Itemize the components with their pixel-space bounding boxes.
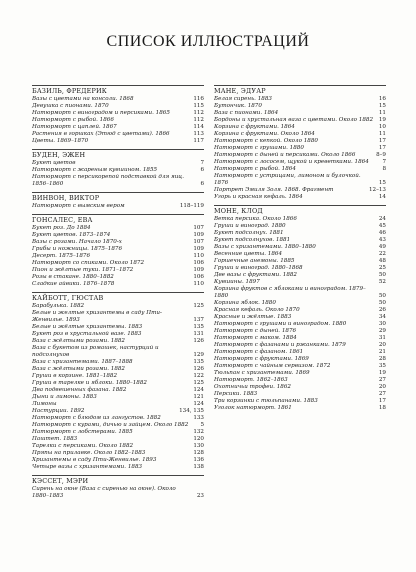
page-number: 6: [200, 181, 204, 187]
illustration-entry: [214, 223, 386, 230]
illustration-title: Натюрморт с маком. 1884: [214, 335, 297, 341]
page-number: 10: [378, 124, 386, 130]
page-number: 27: [378, 391, 386, 397]
page-number: 46: [378, 230, 386, 236]
illustration-entry: [214, 356, 386, 363]
illustration-title: Бордоны и хрустальная ваза с цветами. Около 1882: [214, 117, 374, 123]
illustration-title: Охотничьи трофеи. 1862: [214, 384, 291, 390]
page-number: 118–119: [179, 203, 204, 209]
illustration-entry: [214, 314, 386, 321]
illustration-title: Белая сирень. 1883: [214, 96, 272, 102]
page-number: 132: [193, 429, 204, 435]
illustration-title: Горшечные анемоны. 1885: [214, 258, 295, 264]
illustration-entry: [214, 124, 386, 131]
illustration-title: Корзина с фруктами. 1864: [214, 124, 295, 130]
illustration-entry: [214, 300, 386, 307]
illustration-entry: [32, 422, 204, 429]
illustration-title: Тюльпан с хризантемами. 1869: [214, 370, 310, 376]
artist-section: [32, 149, 204, 192]
illustration-entry: [214, 244, 386, 251]
page-number: 17: [378, 145, 386, 151]
illustration-title: Натюрморт со спиками. Около 1872: [32, 260, 145, 266]
page-number: 30: [378, 321, 386, 327]
illustration-title: Ваза с жёлтыми розами. 1882: [32, 338, 125, 344]
illustration-title: Тарелки с персиками. Около 1882: [32, 443, 134, 449]
illustration-title: Вазы с хризантемами. 1880–1880: [214, 244, 316, 250]
page-number: 15: [378, 180, 386, 186]
illustration-title: Груши и виноград. 1880–1868: [214, 265, 303, 271]
illustration-title: Натюрморт с дыней и персиками. Около 1866: [214, 152, 356, 158]
illustration-title: Кувшины. 1897: [214, 279, 260, 285]
illustration-title: Растения в горшках (Этюд с цветами). 1866: [32, 131, 170, 137]
illustration-entry: [214, 152, 386, 159]
illustration-title: Букет подсолнухов. 1881: [214, 237, 291, 243]
illustration-title: Белые и жёлтые хризантемы. 1883: [32, 324, 143, 330]
illustration-title: Цветы. 1869–1870: [32, 138, 89, 144]
page-number: 24: [378, 216, 386, 222]
illustration-entry: [32, 239, 204, 246]
illustration-entry: [32, 138, 204, 145]
illustration-entry: [32, 338, 204, 345]
illustration-title: Натюрморт с дыней. 1876: [214, 328, 297, 334]
artist-heading: МОНЕ, КЛОД: [214, 205, 386, 215]
illustration-title: Белые и желтые хризантемы в саду Пти-Женвилье. 1893: [32, 310, 162, 323]
page-number: 29: [378, 328, 386, 334]
page-number: 27: [378, 377, 386, 383]
illustration-title: Пряпы на прилавке. Около 1882–1883: [32, 450, 146, 456]
page-number: 50: [378, 300, 386, 306]
page-number: 50: [378, 272, 386, 278]
illustration-entry: [32, 260, 204, 267]
illustration-title: Хризантемы в саду Пти-Женвилье. 1893: [32, 457, 157, 463]
illustration-entry: [214, 391, 386, 398]
illustration-title: Груши в корзине. 1881–1882: [32, 373, 118, 379]
page-number: 133: [193, 415, 204, 421]
illustration-title: Натюрморт с жареным кувшином. 1855: [32, 167, 158, 173]
illustration-entry: [214, 251, 386, 258]
illustration-entry: [32, 429, 204, 436]
illustration-title: Две вазы с фруктами. 1882: [214, 272, 297, 278]
illustration-title: Девушка с пионами. 1870: [32, 103, 109, 109]
page-number: 34: [378, 314, 386, 320]
illustration-title: Натюрморт с вымским вером: [32, 203, 125, 209]
page-number: 135: [193, 359, 204, 365]
page-number: 120: [193, 436, 204, 442]
page-number: 8: [382, 166, 386, 172]
artist-section: [214, 85, 386, 205]
illustration-entry: [214, 138, 386, 145]
illustration-title: Натюрморт с цаплей. 1867: [32, 124, 117, 130]
illustration-entry: [214, 363, 386, 370]
illustration-entry: [214, 377, 386, 384]
page-number: 43: [378, 237, 386, 243]
page-number: 20: [378, 384, 386, 390]
page-title: СПИСОК ИЛЛЮСТРАЦИЙ: [106, 33, 310, 50]
page-number: 28: [378, 356, 386, 362]
illustration-title: Натюрморт с курами, дичью и зайцем. Около 1882: [32, 422, 189, 428]
page-number: 12–13: [368, 187, 386, 193]
illustration-entry: [32, 324, 204, 331]
page-number: 22: [378, 251, 386, 257]
page-number: 50: [378, 293, 386, 299]
illustration-title: Портрет Эмиля Золя. 1868. Фрагмент: [214, 187, 334, 193]
page-number: 126: [193, 338, 204, 344]
page-number: 130: [193, 443, 204, 449]
artist-heading: КЭССЕТ, МЭРИ: [32, 475, 204, 485]
artist-heading: ГОНСАЛЕС, ЕВА: [32, 214, 204, 224]
illustration-title: Дыни и лимоны. 1883: [32, 394, 97, 400]
illustration-entry: [214, 349, 386, 356]
illustration-title: Корзина с фруктами. Около 1864: [214, 131, 315, 137]
artist-section: [32, 192, 204, 214]
illustration-entry: [214, 272, 386, 279]
illustration-entry: [32, 203, 204, 210]
illustration-entry: [32, 274, 204, 281]
page-number: 137: [193, 317, 204, 323]
illustration-entry: [214, 131, 386, 138]
artist-heading: БУДЕН, ЭЖЕН: [32, 149, 204, 159]
illustration-title: Лимоны: [32, 401, 57, 407]
page-number: 19: [378, 117, 386, 123]
illustration-entry: [32, 96, 204, 103]
illustration-entry: [32, 117, 204, 124]
illustration-title: Натюрморт с рыбой. 1864: [214, 166, 296, 172]
illustration-entry: [214, 258, 386, 265]
page-number: 18: [378, 405, 386, 411]
illustration-entry: [32, 450, 204, 457]
page-number: 138: [193, 464, 204, 470]
illustration-title: Натюрморт с устрицами, лимоном и булочкой. 1876: [214, 173, 361, 186]
illustration-title: Пион и жёлтые туки. 1871–1872: [32, 267, 134, 273]
illustration-title: Букет цветов: [32, 160, 76, 166]
illustration-entry: [32, 436, 204, 443]
artist-heading: МАНЕ, ЭДУАР: [214, 85, 386, 95]
illustration-title: Натюрморт с грушами и виноградом. 1880: [214, 321, 347, 327]
page-number: 110: [193, 253, 204, 259]
illustration-entry: [32, 174, 204, 188]
page-number: 121: [193, 394, 204, 400]
illustration-entry: [214, 110, 386, 117]
illustration-title: Ветка персика. Около 1866: [214, 216, 297, 222]
page-number: 116: [193, 96, 204, 102]
illustration-title: Сладкие айвики. 1876–1878: [32, 281, 115, 287]
page-number: 35: [378, 363, 386, 369]
artist-section: [32, 475, 204, 504]
illustration-title: Натюрморт с чайным сервизом. 1872: [214, 363, 331, 369]
illustration-entry: [32, 408, 204, 415]
illustration-title: Корзина фруктов с яблоками и виноградом. 1879–1880: [214, 286, 366, 299]
illustration-entry: [32, 131, 204, 138]
illustration-title: Персики. 1883: [214, 391, 258, 397]
illustration-entry: [214, 237, 386, 244]
page-number: 20: [378, 342, 386, 348]
page-number: 11: [378, 131, 386, 137]
illustration-entry: [32, 103, 204, 110]
page-number: 131: [193, 331, 204, 337]
illustration-entry: [214, 370, 386, 377]
illustration-entry: [32, 110, 204, 117]
illustration-entry: [214, 328, 386, 335]
illustration-title: Натюрморт с фруктами. 1869: [214, 356, 309, 362]
page-number: 109: [193, 232, 204, 238]
illustration-title: Уголок натюрморт. 1861: [214, 405, 292, 411]
illustration-title: Ваза с пионами. 1864: [214, 110, 279, 116]
illustration-entry: [214, 279, 386, 286]
illustration-title: Красные и жёлтые. 1883: [214, 314, 292, 320]
page-number: 125: [193, 380, 204, 386]
illustration-entry: [32, 253, 204, 260]
illustration-title: Два подвешенных фазана. 1882: [32, 387, 127, 393]
illustration-title: Весенние цветы. 1864: [214, 251, 283, 257]
artist-section: [32, 214, 204, 292]
page-number: 23: [196, 493, 204, 499]
illustration-entry: [214, 265, 386, 272]
artist-heading: ВИНВОН, ВИКТОР: [32, 192, 204, 202]
illustration-title: Ваза с букетом из ромашек, настурций и подсолнухов: [32, 345, 159, 358]
page-number: 124: [193, 401, 204, 407]
illustration-title: Настурции. 1892: [32, 408, 85, 414]
illustration-title: Натюрморт с лососем, щукой и креветками. 1864: [214, 159, 369, 165]
illustration-title: Ваза с хризантемами. 1887–1888: [32, 359, 133, 365]
illustration-title: Натюрморт с блюдом из лангустов. 1882: [32, 415, 161, 421]
page-number: 25: [378, 265, 386, 271]
illustration-entry: [32, 281, 204, 288]
page-number: 117: [193, 138, 204, 144]
illustration-entry: [214, 173, 386, 187]
illustration-entry: [214, 103, 386, 110]
page-number: 7: [200, 160, 204, 166]
illustration-entry: [214, 187, 386, 194]
page-number: 122: [193, 373, 204, 379]
illustration-entry: [214, 96, 386, 103]
page-number: 31: [378, 335, 386, 341]
illustration-entry: [32, 160, 204, 167]
page-number: 49: [378, 244, 386, 250]
illustration-entry: [32, 366, 204, 373]
page-number: 17: [378, 138, 386, 144]
illustration-entry: [32, 345, 204, 359]
illustration-entry: [214, 166, 386, 173]
section-spacer: [32, 500, 204, 504]
page-number: 45: [378, 223, 386, 229]
page-number: 52: [378, 279, 386, 285]
illustration-title: Угорь и красная кефаль. 1864: [214, 194, 303, 200]
page-number: 134, 135: [179, 408, 204, 414]
illustration-title: Натюрморт с фазанами и ржанками. 1879: [214, 342, 346, 348]
artist-section: [32, 292, 204, 475]
illustration-title: Десерт. 1875–1876: [32, 253, 91, 259]
illustration-entry: [32, 225, 204, 232]
illustration-title: Натюрморт с лобстерами. 1885: [32, 429, 133, 435]
page-number: 114: [193, 124, 204, 130]
illustration-title: Груши и виноград. 1880: [214, 223, 286, 229]
illustration-entry: [32, 232, 204, 239]
page-number: 124: [193, 387, 204, 393]
illustration-title: Букет цветов. 1873–1874: [32, 232, 111, 238]
illustration-entry: [214, 398, 386, 405]
artist-section: [32, 85, 204, 149]
illustration-entry: [32, 394, 204, 401]
page-number: 129: [193, 352, 204, 358]
page-number: 113: [193, 131, 204, 137]
illustration-entry: [214, 230, 386, 237]
page-number: 26: [378, 307, 386, 313]
page-number: 107: [193, 225, 204, 231]
page-number: 21: [378, 349, 386, 355]
illustration-entry: [32, 380, 204, 387]
page-number: 17: [378, 398, 386, 404]
illustration-entry: [214, 384, 386, 391]
illustration-entry: [32, 359, 204, 366]
illustration-title: Груши в тарелке и яблоки. 1880–1882: [32, 380, 147, 386]
page-number: 109: [193, 246, 204, 252]
illustration-entry: [32, 167, 204, 174]
illustration-title: Барабулька. 1882: [32, 303, 85, 309]
illustration-entry: [214, 321, 386, 328]
page-number: 11: [378, 110, 386, 116]
illustration-entry: [32, 415, 204, 422]
illustration-title: Грибы и ножницы. 1875–1876: [32, 246, 122, 252]
illustration-entry: [214, 405, 386, 412]
illustration-entry: [214, 145, 386, 152]
illustration-entry: [214, 216, 386, 223]
page-number: 112: [193, 110, 204, 116]
artist-heading: КАЙБОТТ, ГЮСТАВ: [32, 292, 204, 302]
page-number: 109: [193, 267, 204, 273]
page-number: 136: [193, 457, 204, 463]
page-number: 106: [193, 260, 204, 266]
illustration-title: Сирень на окне (Ваза с сиренью на окне). Около 1880–1883: [32, 486, 176, 499]
illustration-title: Натюрморт. 1862–1863: [214, 377, 288, 383]
illustration-entry: [32, 401, 204, 408]
section-spacer: [214, 412, 386, 416]
page-number: 5: [200, 422, 204, 428]
page-number: 126: [193, 366, 204, 372]
page-number: 8–9: [376, 152, 386, 158]
illustration-title: Красная кефаль. Около 1870: [214, 307, 300, 313]
illustration-entry: [214, 159, 386, 166]
illustration-title: Бутончик. 1870: [214, 103, 262, 109]
illustration-title: Натюрморт с персикорепой подставкой для яиц. 1856–1860: [32, 174, 184, 187]
illustration-entry: [32, 310, 204, 324]
illustration-title: Розы в стакане. 1880–1882: [32, 274, 114, 280]
page-number: 107: [193, 239, 204, 245]
page-number: 110: [193, 281, 204, 287]
illustration-entry: [32, 303, 204, 310]
illustration-entry: [32, 443, 204, 450]
illustration-entry: [32, 464, 204, 471]
illustration-title: Три корзинки с тюльпанами. 1883: [214, 398, 318, 404]
page-number: 14: [378, 194, 386, 200]
illustration-entry: [214, 335, 386, 342]
illustration-title: Натюрморт с виноградом и персиками. 1865: [32, 110, 170, 116]
illustration-entry: [32, 373, 204, 380]
illustration-title: Натюрморт с фазаном. 1861: [214, 349, 304, 355]
illustration-title: Букет роз. До 1884: [32, 225, 91, 231]
page-number: 15: [378, 103, 386, 109]
illustration-title: Четыре вазы с хризантемами. 1883: [32, 464, 143, 470]
page-number: 48: [378, 258, 386, 264]
illustration-entry: [32, 457, 204, 464]
illustration-entry: [214, 194, 386, 201]
page-number: 112: [193, 117, 204, 123]
illustration-entry: [32, 387, 204, 394]
illustration-title: Натюрморт с рыбой. 1866: [32, 117, 114, 123]
illustration-entry: [32, 331, 204, 338]
left-column: [32, 85, 204, 504]
illustration-entry: [32, 486, 204, 500]
illustration-entry: [214, 286, 386, 300]
page-number: 6: [200, 167, 204, 173]
illustration-title: Корзина яблок. 1880: [214, 300, 276, 306]
illustration-title: Букет подсолнух. 1881: [214, 230, 284, 236]
page-number: 16: [378, 96, 386, 102]
illustration-entry: [32, 267, 204, 274]
page-number: 106: [193, 274, 204, 280]
page-number: 19: [378, 370, 386, 376]
page-number: 128: [193, 450, 204, 456]
illustration-title: Вазы с розами. Начало 1870-х: [32, 239, 122, 245]
illustration-entry: [214, 307, 386, 314]
page-number: 7: [382, 159, 386, 165]
illustration-entry: [32, 124, 204, 131]
illustration-entry: [32, 246, 204, 253]
illustration-title: Ваза с жёлтыми розами. 1882: [32, 366, 125, 372]
illustration-entry: [214, 342, 386, 349]
illustration-entry: [214, 117, 386, 124]
illustration-title: Натюрморт с грушами. 1880: [214, 145, 304, 151]
artist-heading: БАЗИЛЬ, ФРЕДЕРИК: [32, 85, 204, 95]
right-column: [214, 85, 386, 416]
page-number: 125: [193, 303, 204, 309]
artist-section: [214, 205, 386, 416]
page-number: 135: [193, 324, 204, 330]
illustration-title: Вазы с цветами на консоли. 1868: [32, 96, 134, 102]
page-number: 115: [193, 103, 204, 109]
illustration-title: Букет роз в хрустальной вазе. 1883: [32, 331, 142, 337]
illustration-title: Паштет. 1883: [32, 436, 78, 442]
illustration-title: Натюрморт с кепкой. Около 1880: [214, 138, 318, 144]
